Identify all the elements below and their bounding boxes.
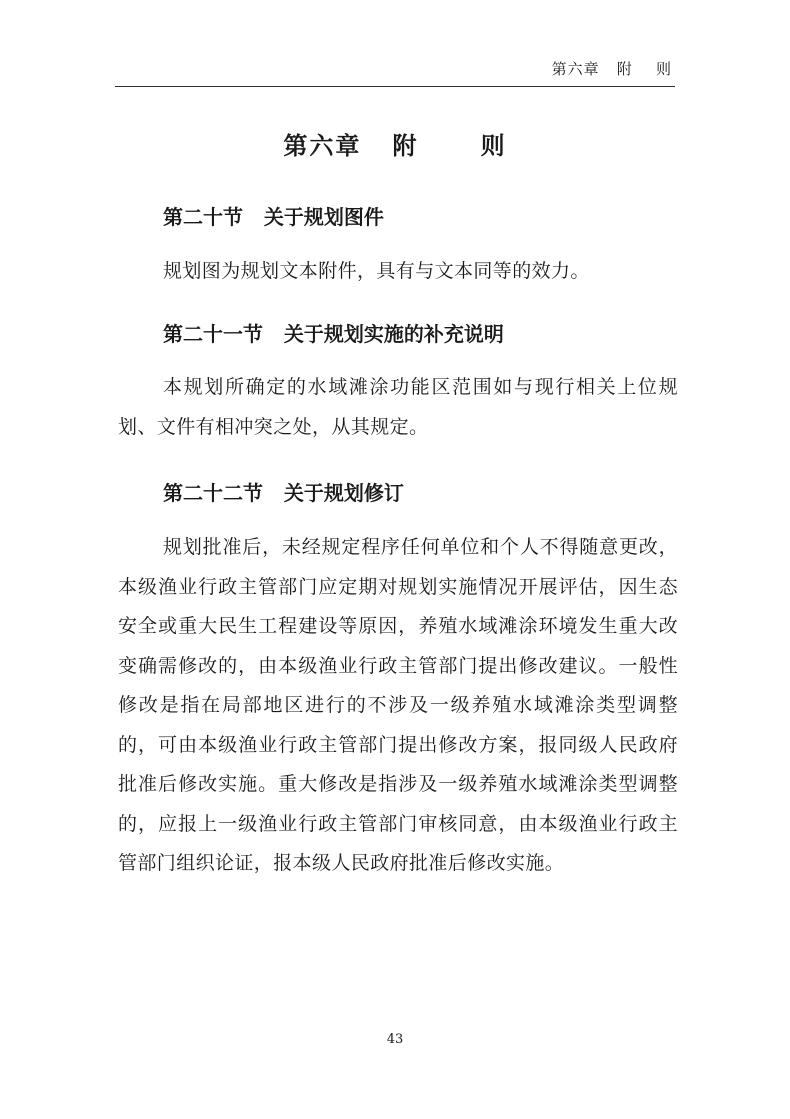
chapter-title: 第六章 附 则 [283, 131, 507, 160]
section-paragraph-21: 本规划所确定的水域滩涂功能区范围如与现行相关上位规划、文件有相冲突之处，从其规定。 [118, 376, 678, 438]
section-heading-21: 第二十一节 关于规划实施的补充说明 [163, 322, 504, 346]
page-number: 43 [386, 1032, 404, 1047]
section-paragraph-22: 规划批准后，未经规定程序任何单位和个人不得随意更改，本级渔业行政主管部门应定期对规划实施情况开展评估，因生态安全或重大民生工程建设等原因，养殖水域滩涂环境发生重大改变确需修改的，由本级渔业行政主管部门提出修改建议。一般性修改是指在局部地区进行的不涉及一级养殖水域滩涂类型调整的，可由本级渔业行政主管部门提出修改方案，报同级人民政府批准后修改实施。重大修改是指涉及一级养殖水域滩涂类型调整的，应报上一级渔业行政主管部门审核同意，由本级渔业行政主管部门组织论证，报本级人民政府批准后修改实施。 [118, 536, 678, 874]
running-header: 第六章 附 则 [551, 60, 672, 78]
section-paragraph-20: 规划图为规划文本附件，具有与文本同等的效力。 [163, 260, 590, 282]
section-heading-22: 第二十二节 关于规划修订 [163, 481, 404, 505]
section-heading-20: 第二十节 关于规划图件 [163, 205, 384, 229]
header-divider [115, 86, 675, 87]
